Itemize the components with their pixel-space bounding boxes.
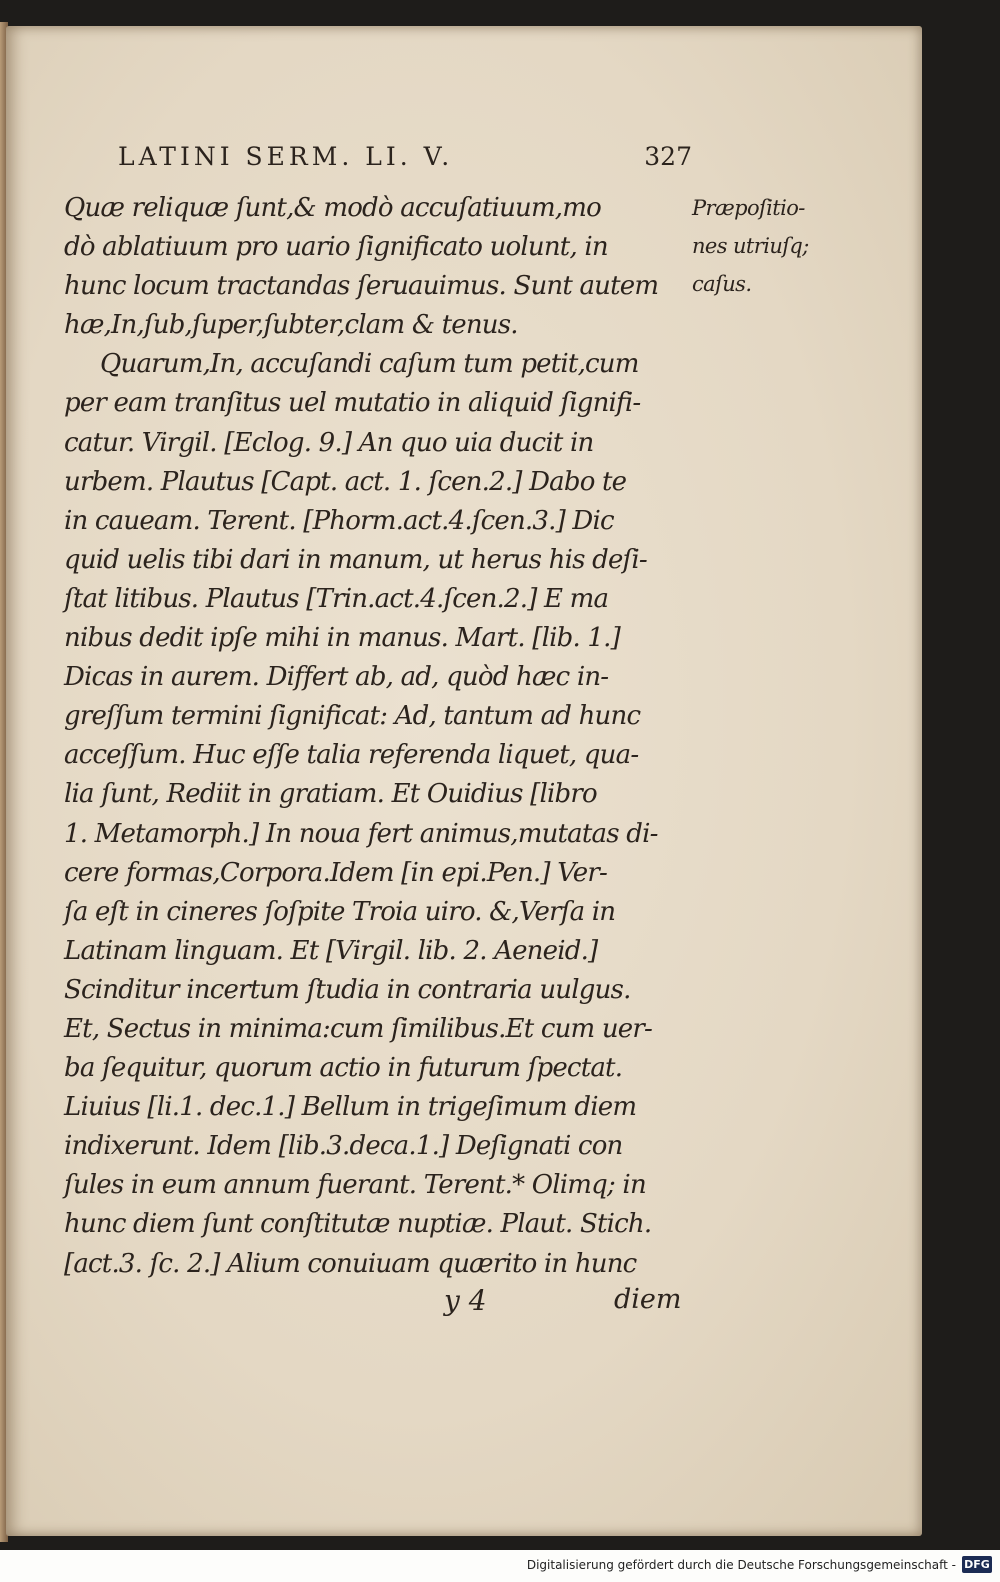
dfg-logo-icon: DFG xyxy=(962,1556,992,1573)
text-line: hunc diem ſunt conſtitutæ nuptiæ. Plaut. Stich. xyxy=(64,1209,652,1240)
text-line: lia ſunt, Rediit in gratiam. Et Ouidius [libro xyxy=(64,779,597,810)
body-text xyxy=(64,189,684,1284)
text-line: Latinam linguam. Et [Virgil. lib. 2. Aeneid.] xyxy=(64,935,598,966)
text-line: cere formas,Corpora.Idem [in epi.Pen.] Ver- xyxy=(64,857,607,888)
text-line: nibus dedit ipſe mihi in manus. Mart. [lib. 1.] xyxy=(64,623,620,654)
text-line: per eam tranſitus uel mutatio in aliquid ſignifi- xyxy=(64,388,641,419)
text-line: Scinditur incertum ſtudia in contraria uulgus. xyxy=(64,974,631,1005)
text-line: hunc locum tractandas ſeruauimus. Sunt autem xyxy=(64,271,659,302)
text-line: ſtat litibus. Plautus [Trin.act.4.ſcen.2.] E ma xyxy=(64,583,609,614)
text-line: indixerunt. Idem [lib.3.deca.1.] Deſignati con xyxy=(64,1131,623,1162)
text-line: Quæ reliquæ ſunt,& modò accuſatiuum,mo xyxy=(64,193,601,223)
page-number: 327 xyxy=(644,142,692,171)
marginal-note-line: Præpoſitio- xyxy=(692,196,805,220)
marginal-note-line: caſus. xyxy=(692,272,752,296)
text-line: Liuius [li.1. dec.1.] Bellum in trigeſimum diem xyxy=(64,1092,637,1123)
signature-mark: y 4 xyxy=(444,1284,487,1317)
text-line: catur. Virgil. [Eclog. 9.] An quo uia ducit in xyxy=(64,427,594,458)
text-line: ſa eſt in cineres ſoſpite Troia uiro. &,Verſa in xyxy=(64,896,616,927)
text-line: ba ſequitur, quorum actio in futurum ſpectat. xyxy=(64,1053,623,1084)
text-line: Dicas in aurem. Differt ab, ad, quòd hæc in- xyxy=(64,662,609,693)
text-line: Et, Sectus in minima:cum ſimilibus.Et cum uer- xyxy=(64,1013,653,1044)
marginal-note-line: nes utriuſq; xyxy=(692,234,809,258)
text-line: greſſum termini ſignificat: Ad, tantum ad hunc xyxy=(64,701,641,732)
text-line: in caueam. Terent. [Phorm.act.4.ſcen.3.] Dic xyxy=(64,505,614,536)
text-line: acceſſum. Huc eſſe talia referenda liquet, qua- xyxy=(64,740,639,771)
text-line: Quarum,In, accuſandi caſum tum petit,cum xyxy=(100,349,639,380)
funding-credit: Digitalisierung gefördert durch die Deutsche Forschungsgemeinschaft - xyxy=(526,1558,956,1572)
marginal-note xyxy=(692,189,842,303)
catchword: diem xyxy=(614,1284,682,1315)
book-page xyxy=(6,26,922,1536)
text-line: [act.3. ſc. 2.] Alium conuiuam quærito in hunc xyxy=(64,1248,637,1279)
running-head: LATINI SERM. LI. V. xyxy=(118,142,454,171)
text-line: hæ,In,ſub,ſuper,ſubter,clam & tenus. xyxy=(64,310,518,341)
text-line: quid uelis tibi dari in manum, ut herus his deſi- xyxy=(64,544,647,575)
text-line: urbem. Plautus [Capt. act. 1. ſcen.2.] Dabo te xyxy=(64,466,627,497)
text-line: dò ablatiuum pro uario ſignificato uolunt, in xyxy=(64,232,608,263)
text-line: 1. Metamorph.] In noua fert animus,mutatas di- xyxy=(64,818,658,849)
text-line: ſules in eum annum fuerant. Terent.* Olimq; in xyxy=(64,1170,646,1201)
footer-bar xyxy=(0,1550,1000,1582)
